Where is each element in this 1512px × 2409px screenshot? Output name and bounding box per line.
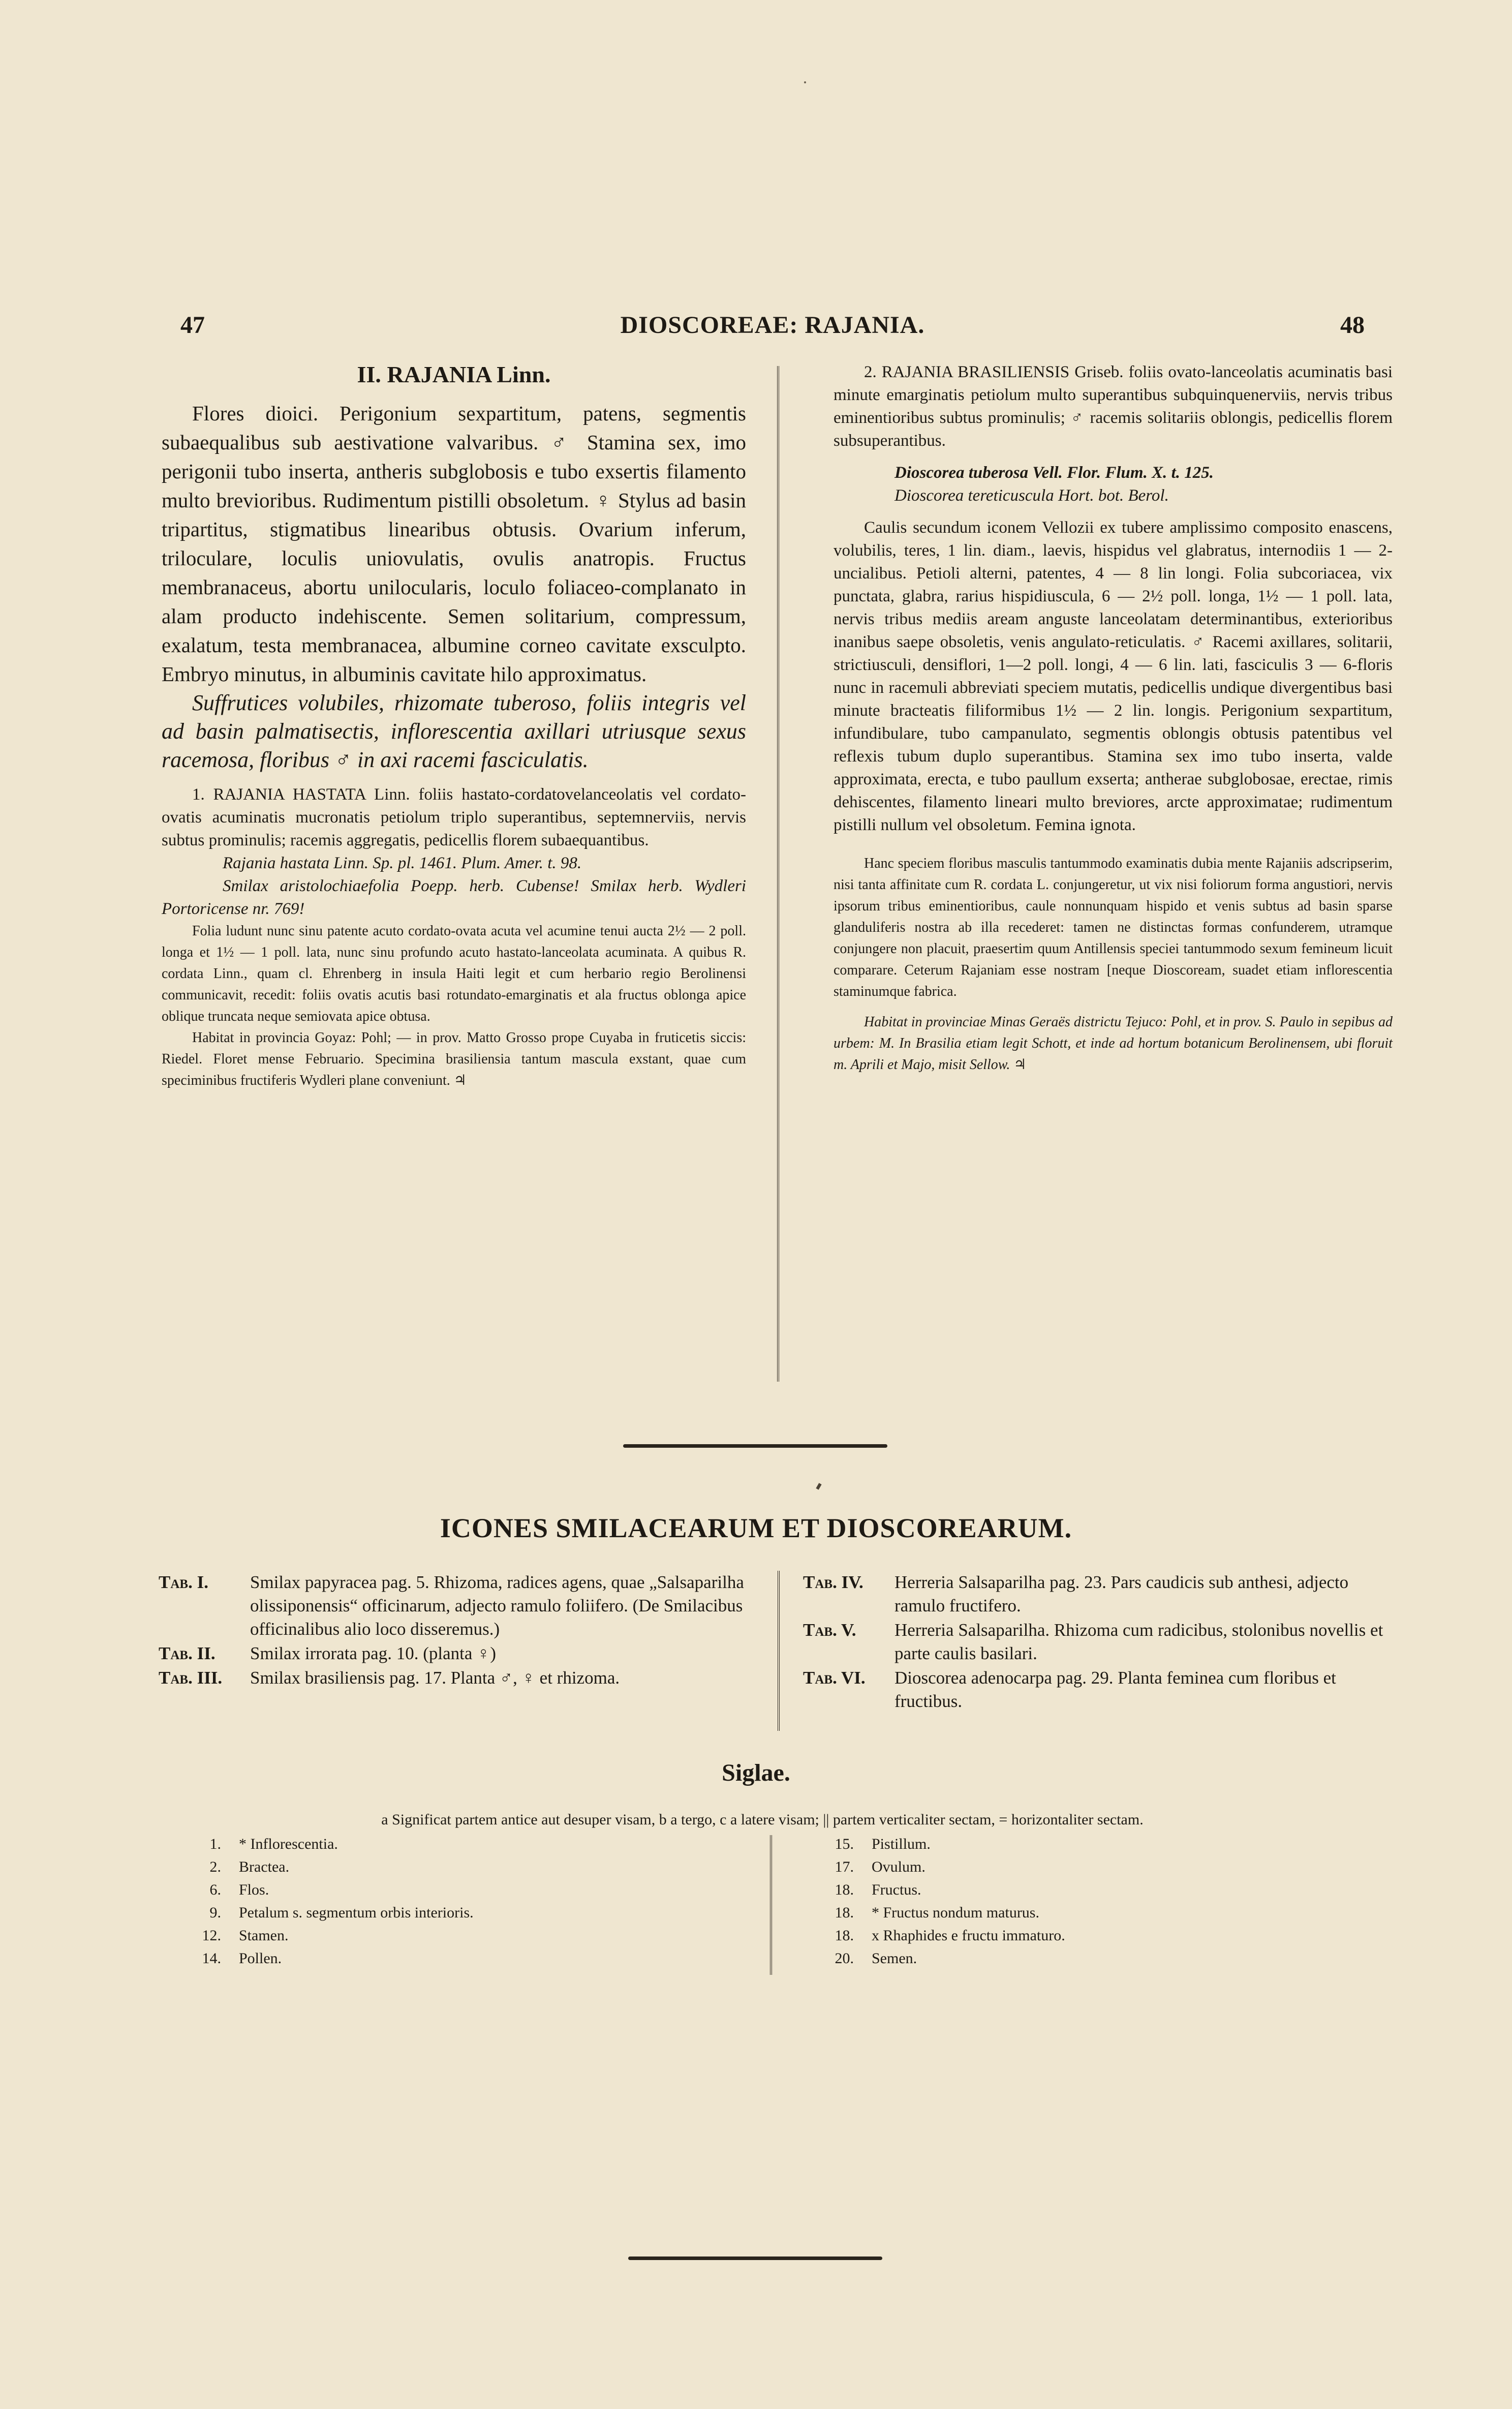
species-2-notes — [834, 853, 1393, 1076]
sigla-entry — [170, 1924, 755, 1947]
species-1-synonym: Rajania hastata Linn. Sp. pl. 1461. Plum. Amer. t. 98. — [223, 854, 582, 872]
sigla-text: Petalum s. segmentum orbis interioris. — [239, 1904, 474, 1921]
species-1 — [162, 783, 746, 921]
sigla-text: * Inflorescentia. — [239, 1836, 338, 1852]
sigla-text: Ovulum. — [872, 1858, 925, 1875]
running-title: DIOSCOREAE: RAJANIA. — [620, 312, 925, 339]
page-number-left: 47 — [180, 312, 205, 339]
sigla-entry — [803, 1833, 1311, 1855]
plate-entry — [159, 1571, 753, 1641]
species-1-note: Folia ludunt nunc sinu patente acuto cordato-ovata acuta vel acumine tenui aucta 2½ — 2 poll. longa et 1½ — 1 poll. lata, nunc sinu profundo acuto hastato-lanceolata acuminata. A quibus R. cordata Linn., quam cl. Ehrenberg in insula Haiti legit et cum herbario regio Berolinensi communicavit, recedit: foliis ovatis acutis basi rotundato-emarginatis et ala fructus oblonga apice oblique truncata neque semiovata apice obtusa. — [162, 923, 746, 1024]
sigla-number: 2. — [209, 1858, 221, 1875]
plate-label: Tab. VI. — [803, 1668, 866, 1688]
plate-label: Tab. II. — [159, 1643, 215, 1663]
sigla-text: Semen. — [872, 1950, 917, 1967]
plate-caption: Dioscorea adenocarpa pag. 29. Planta feminea cum floribus et fructibus. — [894, 1668, 1336, 1711]
sigla-text: * Fructus nondum maturus. — [872, 1904, 1039, 1921]
sigla-text: Flos. — [239, 1881, 269, 1898]
siglae-divider — [770, 1835, 772, 1975]
species-1-habitat: Habitat in provincia Goyaz: Pohl; — in prov. Matto Grosso prope Cuyaba in fruticetis siccis: Riedel. Floret mense Februario. Specimina brasiliensia tantum mascula exstant, quae cum speciminibus fructiferis Wydleri plane conveniunt. ♃ — [162, 1030, 746, 1088]
species-1-notes — [162, 921, 746, 1091]
sigla-number: 20. — [835, 1950, 854, 1967]
paper-mark — [816, 1483, 821, 1489]
sigla-entry — [803, 1878, 1311, 1901]
sigla-text: Pistillum. — [872, 1836, 931, 1852]
sigla-text: Stamen. — [239, 1927, 289, 1944]
plate-entry — [803, 1666, 1387, 1713]
sigla-text: x Rhaphides e fructu immaturo. — [872, 1927, 1065, 1944]
plate-entry — [159, 1666, 753, 1690]
sigla-entry — [170, 1901, 755, 1924]
genus-title: II. RAJANIA Linn. — [357, 361, 551, 387]
page-number-right: 48 — [1340, 312, 1365, 339]
sigla-number: 15. — [835, 1836, 854, 1852]
left-column — [162, 361, 746, 1091]
species-2 — [834, 361, 1393, 837]
plate-label: Tab. I. — [159, 1572, 208, 1592]
icones-title: ICONES SMILACEARUM ET DIOSCOREARUM. — [440, 1513, 1072, 1543]
plate-entry — [159, 1642, 753, 1665]
sigla-number: 12. — [202, 1927, 221, 1944]
species-2-description: 2. RAJANIA BRASILIENSIS Griseb. foliis ovato-lanceolatis acuminatis basi minute emarginatis petiolum multo superantibus subquinquenerviis, nervis tribus eminentioribus subtus prominulis; ♂ racemis solitariis oblongis, pedicellis florem subsuperantibus. — [834, 363, 1393, 450]
paper-speck — [804, 81, 806, 83]
sigla-entry — [170, 1855, 755, 1878]
plate-label: Tab. IV. — [803, 1572, 863, 1592]
species-2-habitat: Habitat in provinciae Minas Geraës districtu Tejuco: Pohl, et in prov. S. Paulo in sepibus ad urbem: M. In Brasilia etiam legit Schott, et inde ad hortum botanicum Berolinensem, ubi floruit m. Aprili et Majo, misit Sellow. ♃ — [834, 1014, 1393, 1073]
sigla-number: 17. — [835, 1858, 854, 1875]
plate-caption: Smilax irrorata pag. 10. (planta ♀) — [250, 1643, 497, 1663]
sigla-text: Pollen. — [239, 1950, 282, 1967]
plate-caption: Herreria Salsaparilha pag. 23. Pars caudicis sub anthesi, adjecto ramulo fructifero. — [894, 1572, 1349, 1615]
sigla-entry — [803, 1855, 1311, 1878]
plate-label: Tab. III. — [159, 1668, 223, 1688]
plate-entry — [803, 1619, 1387, 1665]
siglae-list-right — [803, 1833, 1311, 1970]
running-head — [180, 311, 1365, 347]
sigla-entry — [170, 1833, 755, 1855]
siglae-list-left — [170, 1833, 755, 1970]
species-2-body: Caulis secundum iconem Vellozii ex tubere amplissimo composito enascens, volubilis, teres, 1 lin. diam., laevis, hispidus vel glabratus, internodiis 1 — 2- uncialibus. Petioli alterni, patentes, 4 — 8 lin longi. Folia subcoriacea, vix punctata, glabra, rarius hispidiuscula, 6 — 2½ poll. longa, 1½ — 1 poll. lata, nervis tribus mediis aream anguste lanceolatam determinantibus, exterioribus inanibus saepe obsoletis, venis angulato-reticulatis. ♂ Racemi axillares, solitarii, strictiusculi, densiflori, 1—2 poll. longi, 4 — 6 lin. lati, fasciculis 3 — 6-floris nunc in racemuli abbreviati speciem mutatis, pedicellis undique divergentibus basi minute bracteatis filiformibus 1½ — 2 lin. longis. Perigonium sexpartitum, infundibulare, tubo campanulato, segmentis oblongis obtusis patentibus vel reflexis tubum duplo superantibus. Stamina sex imo tubo inserta, valde approximata, erecta, e tubo paullum exserta; antherae subglobosae, erectae, rimis dehiscentes, filamento lineari multo breviores, arcte approximatae; rudimentum pistilli nullum vel obsoletum. Femina ignota. — [834, 519, 1393, 834]
plate-caption: Smilax papyracea pag. 5. Rhizoma, radices agens, quae „Salsaparilha olissiponensis“ officinarum, adjecto ramulo foliifero. (De Smilacibus officinalibus alio loco disseremus.) — [250, 1572, 744, 1639]
plates-list-right — [803, 1571, 1387, 1714]
sigla-entry — [170, 1947, 755, 1970]
sigla-number: 18. — [835, 1927, 854, 1944]
genus-description-text: Flores dioici. Perigonium sexpartitum, patens, segmentis subaequalibus sub aestivatione valvaribus. ♂ Stamina sex, imo perigonii tubo inserta, antheris subglobosis e tubo exsertis filamento multo brevioribus. Rudimentum pistilli obsoletum. ♀ Stylus ad basin tripartitus, stigmatibus linearibus obtusis. Ovarium inferum, triloculare, loculis uniovulatis, ovulis anatropis. Fructus membranaceus, abortu unilocularis, loculo foliaceo-complanato in alam producto indehiscente. Semen solitarium, compressum, exalatum, testa membranacea, albumine corneo cavitate exsculpto. Embryo minutus, in albuminis cavitate hilo approximatus. — [162, 402, 746, 686]
plate-caption: Herreria Salsaparilha. Rhizoma cum radicibus, stolonibus novellis et parte caulis basilari. — [894, 1620, 1383, 1663]
sigla-number: 9. — [209, 1904, 221, 1921]
species-2-synonym: Dioscorea tereticuscula Hort. bot. Berol. — [894, 486, 1169, 505]
siglae-note: a Significat partem antice aut desuper visam, b a tergo, c a latere visam; || partem verticaliter sectam, = horizontaliter sectam. — [381, 1811, 1144, 1828]
sigla-entry — [803, 1924, 1311, 1947]
plate-caption: Smilax brasiliensis pag. 17. Planta ♂, ♀ et rhizoma. — [250, 1668, 620, 1688]
siglae-title: Siglae. — [722, 1759, 790, 1786]
closing-rule — [628, 2256, 882, 2260]
genus-diagnosis: Suffrutices volubiles, rhizomate tuberoso, foliis integris vel ad basin palmatisectis, inflorescentia axillari utriusque sexus racemosa, floribus ♂ in axi racemi fasciculatis. — [162, 690, 746, 772]
sigla-entry — [170, 1878, 755, 1901]
plate-label: Tab. V. — [803, 1620, 856, 1640]
sigla-entry — [803, 1947, 1311, 1970]
sigla-text: Fructus. — [872, 1881, 921, 1898]
section-divider — [623, 1444, 887, 1448]
species-2-synonym: Dioscorea tuberosa Vell. Flor. Flum. X. t. 125. — [894, 464, 1214, 482]
sigla-text: Bractea. — [239, 1858, 290, 1875]
plates-divider — [778, 1571, 780, 1731]
species-1-description: 1. RAJANIA HASTATA Linn. foliis hastato-cordatovelanceolatis vel cordato-ovatis acuminatis mucronatis petiolum triplo superantibus, septemnerviis, nervis subtus prominulis; racemis aggregatis, pedicellis florem subaequantibus. — [162, 785, 746, 849]
sigla-number: 18. — [835, 1881, 854, 1898]
sigla-number: 6. — [209, 1881, 221, 1898]
plates-list-left — [159, 1571, 753, 1691]
sigla-number: 14. — [202, 1950, 221, 1967]
species-2-note: Hanc speciem floribus masculis tantummodo examinatis dubia mente Rajaniis adscripserim, nisi tanta affinitate cum R. cordata L. conjungeretur, ut vix nisi foliorum forma angustiori, nervis ipsorum tribus eminentioribus, caule nonnunquam hispido et venis subtus ad basin sparse glanduliferis nostra ab illa recederet: tamen ne distinctas formas confunderem, utramque conjungere non placuit, praesertim quum Antillensis speciei tantummodo sexum femineum licuit comparare. Ceterum Rajaniam esse nostram [neque Dioscoream, suadet etiam inflorescentia staminumque fabrica. — [834, 856, 1393, 999]
species-1-synonym: Smilax aristolochiaefolia Poepp. herb. Cubense! Smilax herb. Wydleri Portoricense nr. 769! — [162, 877, 746, 918]
sigla-number: 18. — [835, 1904, 854, 1921]
plate-entry — [803, 1571, 1387, 1618]
right-column — [834, 361, 1393, 1076]
column-divider — [777, 366, 779, 1382]
genus-description — [162, 399, 746, 689]
sigla-entry — [803, 1901, 1311, 1924]
sigla-number: 1. — [209, 1836, 221, 1852]
